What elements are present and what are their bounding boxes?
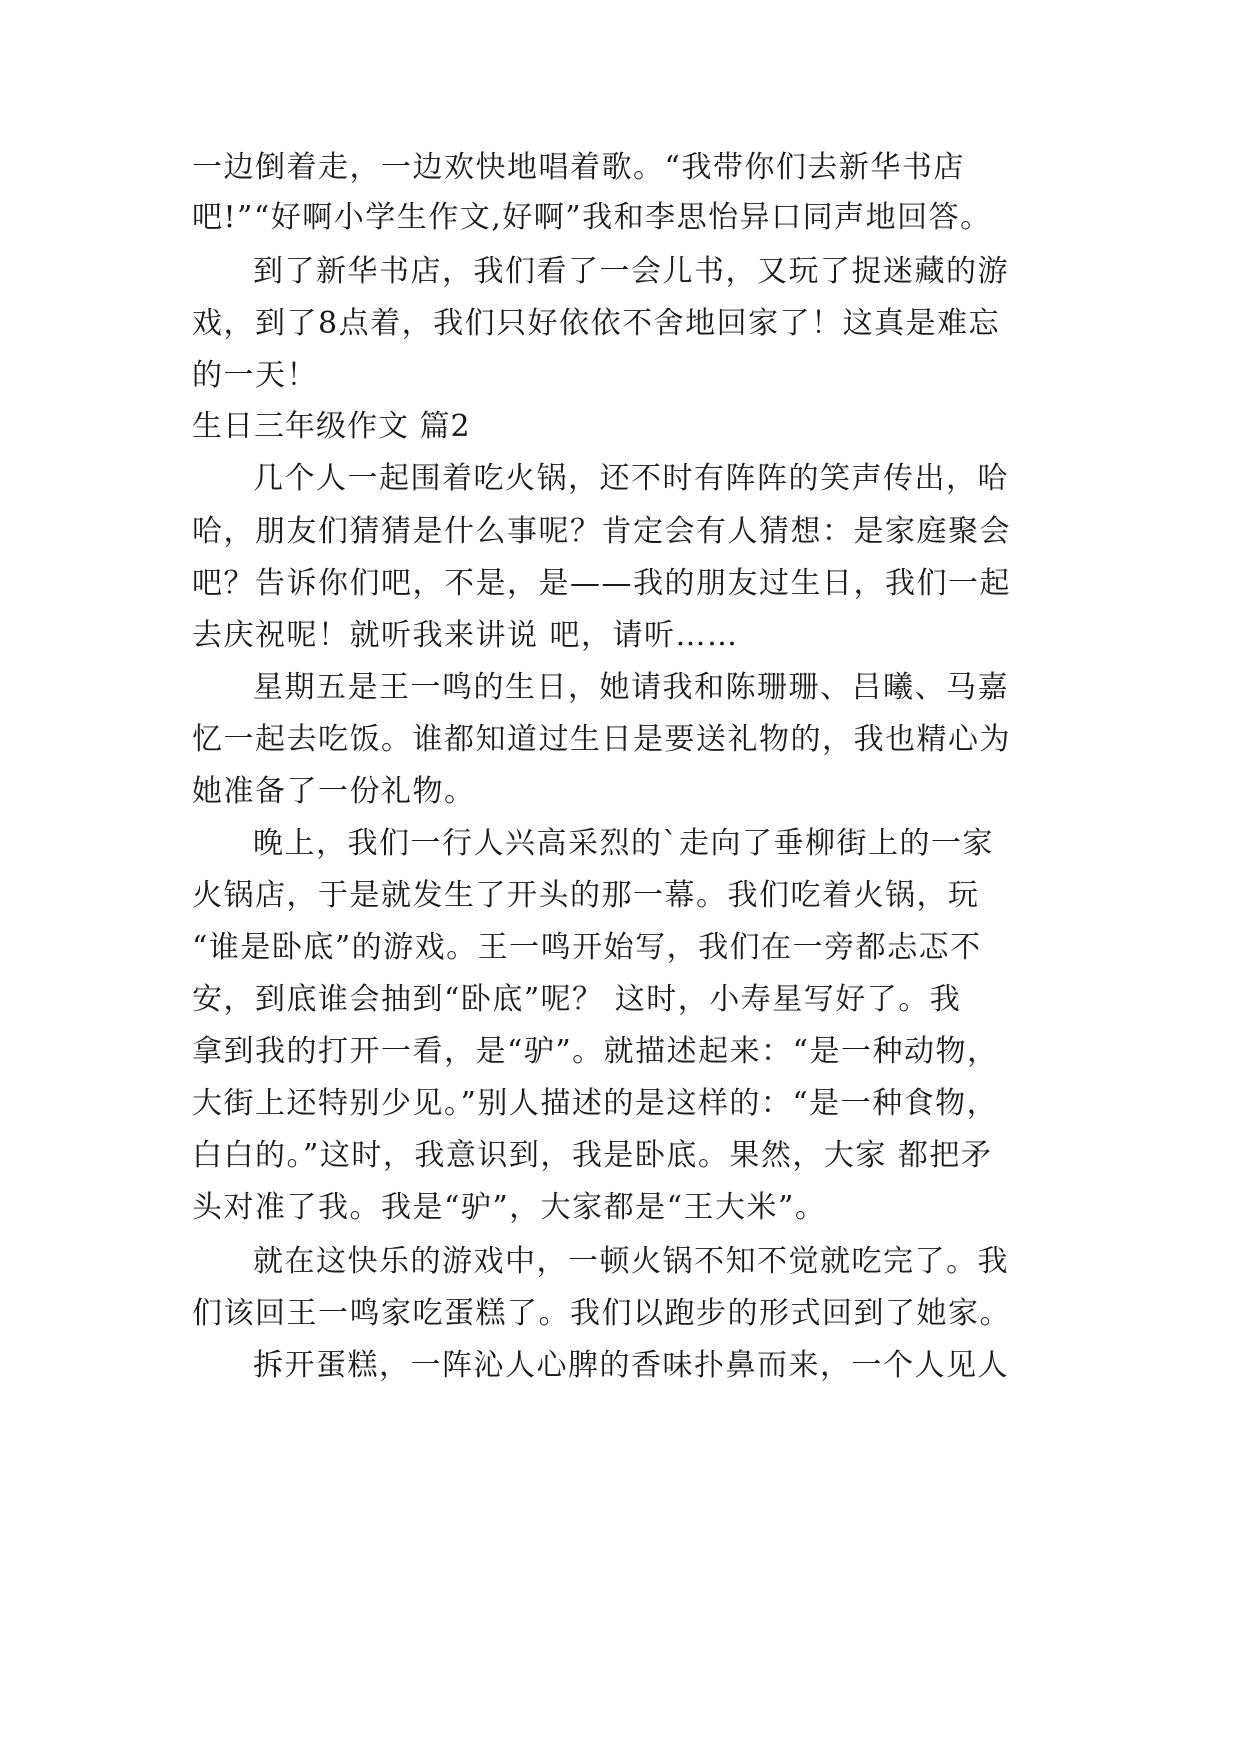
text-line: 火锅店，于是就发生了开头的那一幕。我们吃着火锅，玩 bbox=[192, 878, 980, 913]
paragraph-start-line: 晚上，我们一行人兴高采烈的`走向了垂柳街上的一家 bbox=[253, 826, 994, 861]
text-line: 白白的。”这时，我意识到，我是卧底。果然，大家 都把矛 bbox=[192, 1138, 993, 1173]
text-line: 戏，到了8点着，我们只好依依不舍地回家了！这真是难忘 bbox=[192, 306, 1001, 341]
text-line: 哈，朋友们猜猜是什么事呢？肯定会有人猜想：是家庭聚会 bbox=[192, 514, 1011, 549]
text-line: 们该回王一鸣家吃蛋糕了。我们以跑步的形式回到了她家。 bbox=[192, 1296, 1011, 1331]
paragraph-start-line: 拆开蛋糕，一阵沁人心脾的香味扑鼻而来，一个人见人 bbox=[253, 1348, 1009, 1383]
paragraph-start-line: 到了新华书店，我们看了一会儿书，又玩了捉迷藏的游 bbox=[253, 254, 1009, 289]
paragraph-start-line: 星期五是王一鸣的生日，她请我和陈珊珊、吕曦、马嘉 bbox=[253, 670, 1009, 705]
text-line: 她准备了一份礼物。 bbox=[192, 774, 476, 809]
paragraph-start-line: 就在这快乐的游戏中，一顿火锅不知不觉就吃完了。我 bbox=[253, 1244, 1009, 1279]
text-line: 拿到我的打开一看，是“驴”。就描述起来：“是一种动物， bbox=[192, 1034, 999, 1069]
text-line: 去庆祝呢！就听我来讲说 吧，请听…… bbox=[192, 618, 739, 653]
text-line: “谁是卧底”的游戏。王一鸣开始写，我们在一旁都忐忑不 bbox=[192, 930, 982, 965]
text-line: 大街上还特别少见。”别人描述的是这样的：“是一种食物， bbox=[192, 1086, 999, 1121]
text-line: 头对准了我。我是“驴”，大家都是“王大米”。 bbox=[192, 1190, 827, 1225]
paragraph-start-line: 几个人一起围着吃火锅，还不时有阵阵的笑声传出，哈 bbox=[253, 461, 1009, 496]
text-line: 安，到底谁会抽到“卧底”呢？ 这时，小寿星写好了。我 bbox=[192, 982, 962, 1017]
text-line: 吧!”“好啊小学生作文,好啊”我和李思怡异口同声地回答。 bbox=[192, 200, 992, 235]
text-line: 吧？告诉你们吧，不是，是——我的朋友过生日，我们一起 bbox=[192, 566, 1011, 601]
text-line: 的一天！ bbox=[192, 358, 318, 393]
text-line: 一边倒着走，一边欢快地唱着歌。“我带你们去新华书店 bbox=[192, 150, 965, 185]
text-line: 忆一起去吃饭。谁都知道过生日是要送礼物的，我也精心为 bbox=[192, 722, 1011, 757]
section-heading: 生日三年级作文 篇2 bbox=[192, 409, 471, 444]
